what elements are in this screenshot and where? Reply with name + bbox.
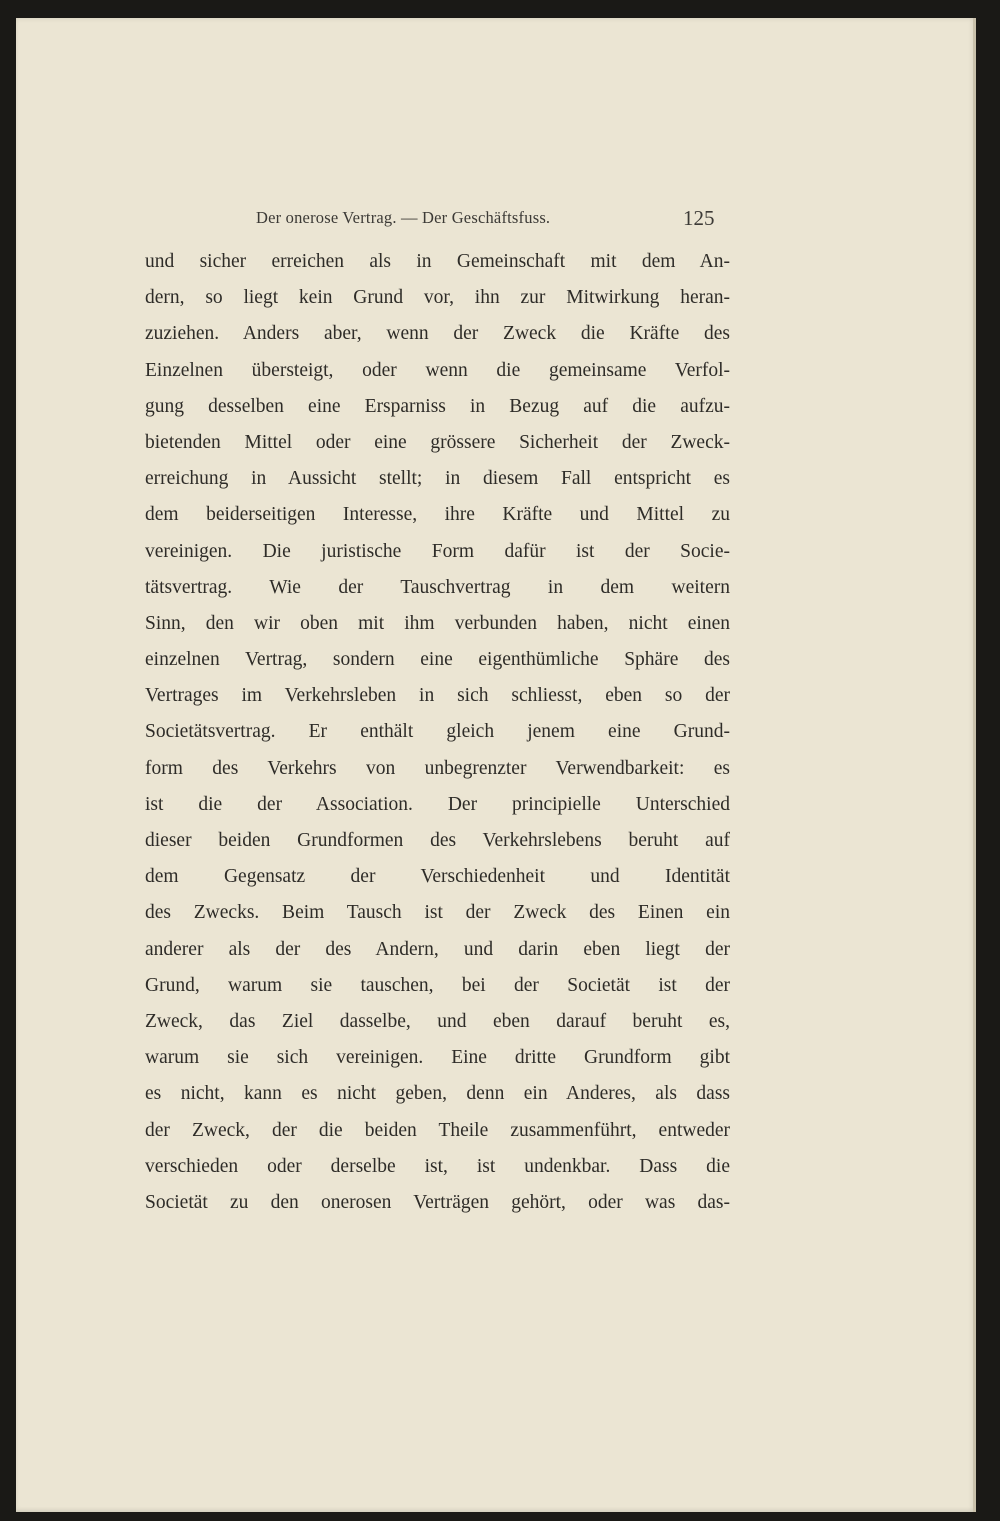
text-line: form des Verkehrs von unbegrenzter Verwendbarkeit: es	[145, 757, 730, 779]
text-line: Sinn, den wir oben mit ihm verbunden haben, nicht einen	[145, 612, 730, 634]
text-line: vereinigen. Die juristische Form dafür ist der Socie-	[145, 540, 730, 562]
text-line: es nicht, kann es nicht geben, denn ein Anderes, als dass	[145, 1083, 730, 1105]
text-line: des Zwecks. Beim Tausch ist der Zweck des Einen ein	[145, 902, 730, 924]
text-line: Societätsvertrag. Er enthält gleich jenem eine Grund-	[145, 721, 730, 743]
book-page	[16, 18, 976, 1512]
text-line: dern, so liegt kein Grund vor, ihn zur Mitwirkung heran-	[145, 287, 730, 309]
text-line: dem Gegensatz der Verschiedenheit und Identität	[145, 866, 730, 888]
text-line: dieser beiden Grundformen des Verkehrslebens beruht auf	[145, 830, 730, 851]
body-text	[145, 244, 730, 1221]
text-line: verschieden oder derselbe ist, ist undenkbar. Dass die	[145, 1155, 730, 1177]
page-edge	[973, 18, 976, 1512]
text-line: gung desselben eine Ersparniss in Bezug auf die aufzu-	[145, 395, 730, 417]
page-number: 125	[683, 206, 715, 230]
text-line: Einzelnen übersteigt, oder wenn die gemeinsame Verfol-	[145, 359, 730, 381]
text-line: bietenden Mittel oder eine grössere Sicherheit der Zweck-	[145, 431, 730, 453]
text-line: einzelnen Vertrag, sondern eine eigenthümliche Sphäre des	[145, 649, 730, 671]
text-line: tätsvertrag. Wie der Tauschvertrag in dem weitern	[145, 576, 730, 598]
text-line: warum sie sich vereinigen. Eine dritte Grundform gibt	[145, 1047, 730, 1069]
text-line: ist die der Association. Der principielle Unterschied	[145, 793, 730, 815]
text-line: dem beiderseitigen Interesse, ihre Kräfte und Mittel zu	[145, 504, 730, 526]
text-line: der Zweck, der die beiden Theile zusammenführt, entweder	[145, 1119, 730, 1141]
text-line: zuziehen. Anders aber, wenn der Zweck die Kräfte des	[145, 323, 730, 345]
text-line: Societät zu den onerosen Verträgen gehört, oder was das-	[145, 1191, 730, 1213]
text-line: Zweck, das Ziel dasselbe, und eben darauf beruht es,	[145, 1010, 730, 1032]
text-line: erreichung in Aussicht stellt; in diesem Fall entspricht es	[145, 468, 730, 490]
running-title: Der onerose Vertrag. — Der Geschäftsfuss.	[256, 208, 551, 227]
running-head	[16, 208, 976, 232]
text-line: Vertrages im Verkehrsleben in sich schliesst, eben so der	[145, 685, 730, 707]
text-line: und sicher erreichen als in Gemeinschaft mit dem An-	[145, 251, 730, 272]
text-line: Grund, warum sie tauschen, bei der Societät ist der	[145, 974, 730, 996]
text-line: anderer als der des Andern, und darin eben liegt der	[145, 938, 730, 960]
